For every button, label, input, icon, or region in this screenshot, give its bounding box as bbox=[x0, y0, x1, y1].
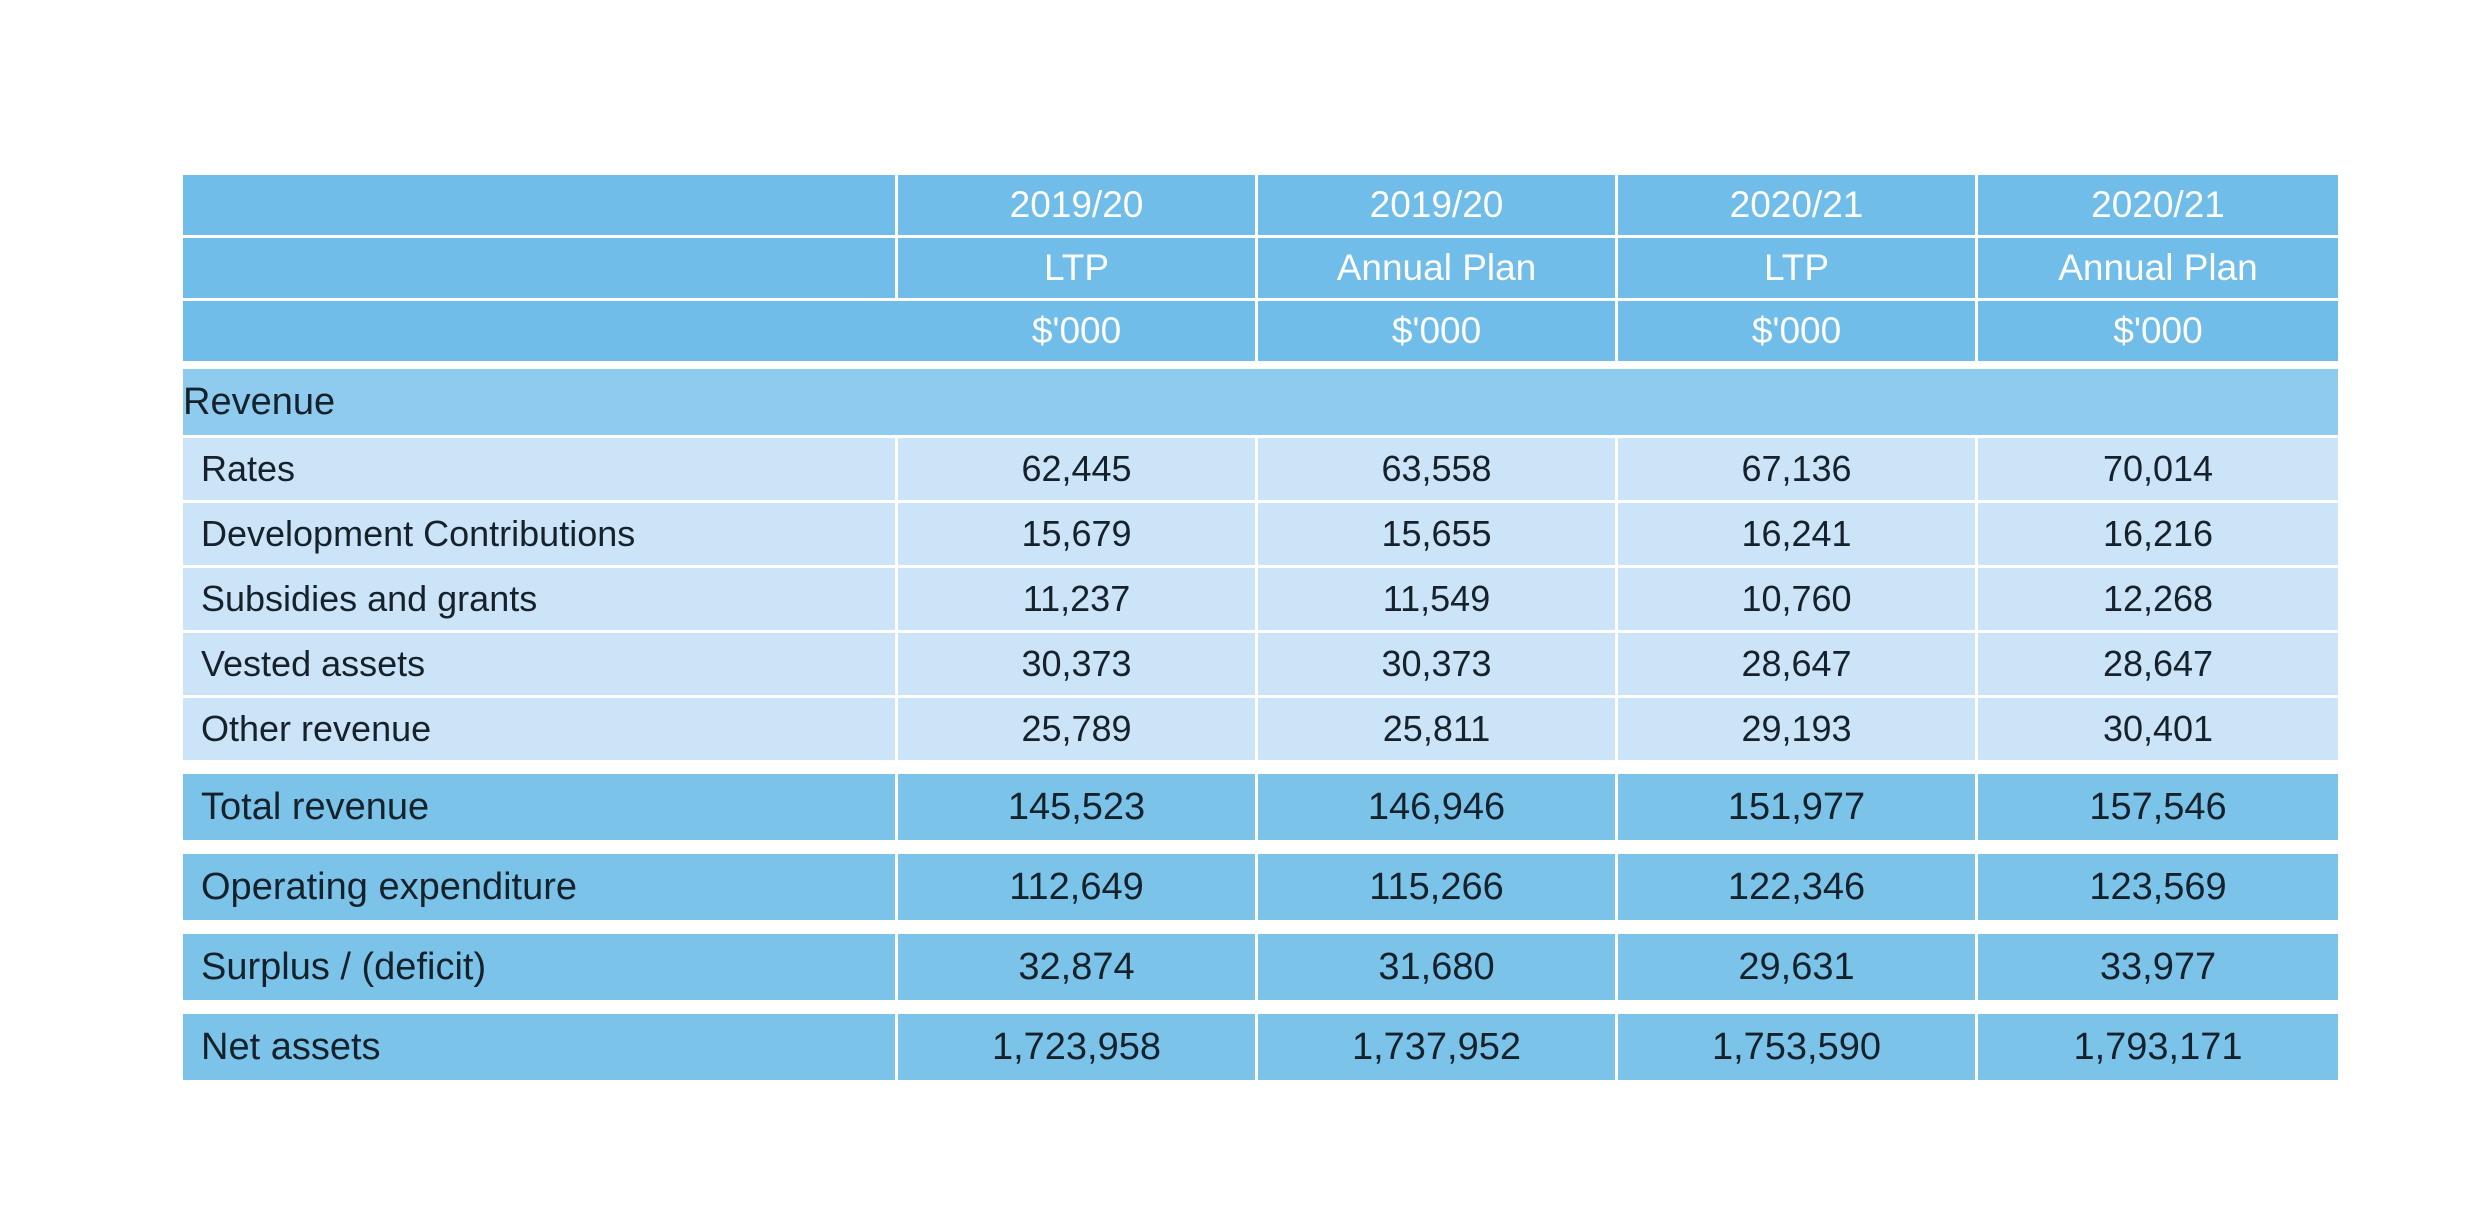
header-corner-cell-3 bbox=[183, 301, 898, 361]
header-plan-4: Annual Plan bbox=[1978, 238, 2338, 301]
row-value: 123,569 bbox=[1978, 854, 2338, 923]
row-label: Total revenue bbox=[183, 774, 898, 843]
row-value: 11,237 bbox=[898, 568, 1258, 633]
section-title: Revenue bbox=[183, 369, 2338, 438]
total-row-net-assets bbox=[183, 1014, 2338, 1083]
header-row-years bbox=[183, 175, 2338, 238]
row-value: 31,680 bbox=[1258, 934, 1618, 1003]
section-header-revenue bbox=[183, 369, 2338, 438]
spacer-cell bbox=[183, 923, 2338, 934]
header-units-2: $'000 bbox=[1258, 301, 1618, 361]
row-value: 30,401 bbox=[1978, 698, 2338, 763]
row-value: 1,723,958 bbox=[898, 1014, 1258, 1083]
header-plan-3: LTP bbox=[1618, 238, 1978, 301]
row-value: 146,946 bbox=[1258, 774, 1618, 843]
row-label: Net assets bbox=[183, 1014, 898, 1083]
table-row bbox=[183, 568, 2338, 633]
row-value: 1,753,590 bbox=[1618, 1014, 1978, 1083]
row-value: 12,268 bbox=[1978, 568, 2338, 633]
spacer-cell bbox=[183, 361, 2338, 369]
table-header bbox=[183, 175, 2338, 361]
spacer-cell bbox=[183, 763, 2338, 774]
row-value: 1,793,171 bbox=[1978, 1014, 2338, 1083]
header-corner-cell-2 bbox=[183, 238, 898, 301]
row-value: 29,193 bbox=[1618, 698, 1978, 763]
spacer-after-header bbox=[183, 361, 2338, 369]
row-label: Other revenue bbox=[183, 698, 898, 763]
row-value: 32,874 bbox=[898, 934, 1258, 1003]
table-row bbox=[183, 633, 2338, 698]
row-value: 28,647 bbox=[1618, 633, 1978, 698]
table-row bbox=[183, 438, 2338, 503]
row-value: 33,977 bbox=[1978, 934, 2338, 1003]
row-value: 25,811 bbox=[1258, 698, 1618, 763]
row-value: 63,558 bbox=[1258, 438, 1618, 503]
row-value: 10,760 bbox=[1618, 568, 1978, 633]
row-value: 145,523 bbox=[898, 774, 1258, 843]
spacer-before-operating-expenditure bbox=[183, 843, 2338, 854]
row-label: Operating expenditure bbox=[183, 854, 898, 923]
table-row bbox=[183, 698, 2338, 763]
header-year-2: 2019/20 bbox=[1258, 175, 1618, 238]
spacer-before-surplus bbox=[183, 923, 2338, 934]
spacer-cell bbox=[183, 843, 2338, 854]
header-year-3: 2020/21 bbox=[1618, 175, 1978, 238]
row-value: 151,977 bbox=[1618, 774, 1978, 843]
row-value: 15,679 bbox=[898, 503, 1258, 568]
row-label: Development Contributions bbox=[183, 503, 898, 568]
row-value: 30,373 bbox=[898, 633, 1258, 698]
row-value: 30,373 bbox=[1258, 633, 1618, 698]
header-plan-1: LTP bbox=[898, 238, 1258, 301]
total-row-total-revenue bbox=[183, 774, 2338, 843]
header-corner-cell bbox=[183, 175, 898, 238]
header-year-4: 2020/21 bbox=[1978, 175, 2338, 238]
row-value: 67,136 bbox=[1618, 438, 1978, 503]
row-value: 11,549 bbox=[1258, 568, 1618, 633]
spacer-before-total-revenue bbox=[183, 763, 2338, 774]
row-label: Surplus / (deficit) bbox=[183, 934, 898, 1003]
row-value: 1,737,952 bbox=[1258, 1014, 1618, 1083]
header-plan-2: Annual Plan bbox=[1258, 238, 1618, 301]
financial-summary-table-wrapper bbox=[183, 175, 2338, 1083]
row-value: 16,216 bbox=[1978, 503, 2338, 568]
table-row bbox=[183, 503, 2338, 568]
header-units-1: $'000 bbox=[898, 301, 1258, 361]
header-year-1: 2019/20 bbox=[898, 175, 1258, 238]
header-row-plan-type bbox=[183, 238, 2338, 301]
row-value: 28,647 bbox=[1978, 633, 2338, 698]
total-row-operating-expenditure bbox=[183, 854, 2338, 923]
total-row-surplus-deficit bbox=[183, 934, 2338, 1003]
row-value: 15,655 bbox=[1258, 503, 1618, 568]
spacer-cell bbox=[183, 1003, 2338, 1014]
row-label: Vested assets bbox=[183, 633, 898, 698]
row-value: 25,789 bbox=[898, 698, 1258, 763]
header-row-units bbox=[183, 301, 2338, 361]
spacer-before-net-assets bbox=[183, 1003, 2338, 1014]
table-body bbox=[183, 361, 2338, 1083]
header-units-3: $'000 bbox=[1618, 301, 1978, 361]
row-value: 122,346 bbox=[1618, 854, 1978, 923]
row-label: Rates bbox=[183, 438, 898, 503]
row-value: 70,014 bbox=[1978, 438, 2338, 503]
row-value: 29,631 bbox=[1618, 934, 1978, 1003]
row-label: Subsidies and grants bbox=[183, 568, 898, 633]
row-value: 115,266 bbox=[1258, 854, 1618, 923]
row-value: 62,445 bbox=[898, 438, 1258, 503]
financial-summary-table bbox=[183, 175, 2338, 1083]
row-value: 157,546 bbox=[1978, 774, 2338, 843]
row-value: 16,241 bbox=[1618, 503, 1978, 568]
row-value: 112,649 bbox=[898, 854, 1258, 923]
header-units-4: $'000 bbox=[1978, 301, 2338, 361]
